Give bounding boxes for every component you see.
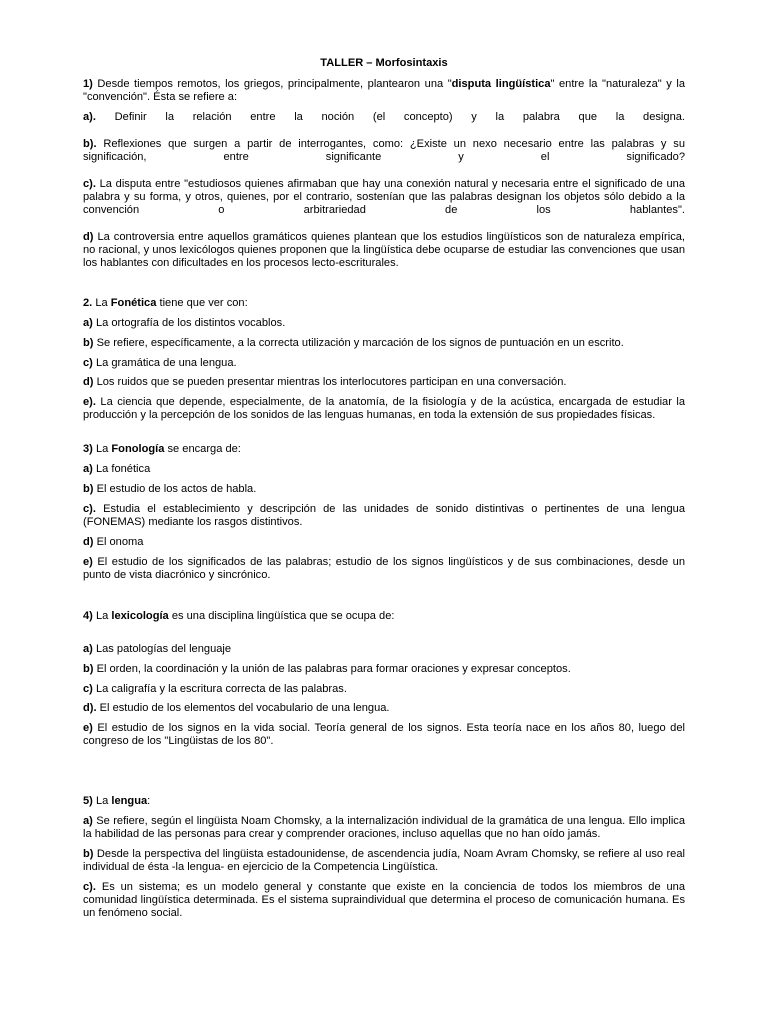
question-text: La xyxy=(92,443,112,455)
q2-option-b xyxy=(83,337,685,350)
question-keyword: lengua xyxy=(111,795,148,807)
q2-option-c xyxy=(83,357,685,370)
q4-option-d xyxy=(83,702,685,715)
question-number: 3) xyxy=(83,443,93,455)
option-text: La ciencia que depende, especialmente, de la anatomía, de la fisiología y de la acústica, encargada de estudiar la producción y la percepción de los sonidos de las lenguas humanas, en toda la extensión de sus propiedades físicas. xyxy=(83,396,685,422)
option-text: Definir la relación entre la noción (el concepto) y la palabra que la designa. xyxy=(95,111,685,123)
option-label: e) xyxy=(83,556,93,568)
question-text: tiene que ver con: xyxy=(156,297,248,309)
option-text: La disputa entre "estudiosos quienes afirmaban que hay una conexión natural y necesaria entre el significado de una palabra y su forma, y otros, quienes, por el contrario, sostenían que las palabras designan los objetos sólo debido a la convención o arbitrariedad de los hablantes". xyxy=(83,178,685,217)
option-text: Desde la perspectiva del lingüista estadounidense, de ascendencia judía, Noam Avram Chomsky, se refiere al uso real individual de ésta -la lengua- en ejercicio de la Competencia Lingüística. xyxy=(83,848,685,874)
option-text: El onoma xyxy=(93,536,144,548)
question-text: La xyxy=(92,610,112,622)
question-text: se encarga de: xyxy=(164,443,241,455)
q5-option-a xyxy=(83,815,685,841)
question-text: La xyxy=(92,297,111,309)
question-text: : xyxy=(147,795,151,807)
option-text: La gramática de una lengua. xyxy=(92,357,237,369)
q3-option-e xyxy=(83,556,685,582)
question-keyword: lexicología xyxy=(111,610,169,622)
option-label: a) xyxy=(83,815,93,827)
option-label: b) xyxy=(83,848,94,860)
q5-option-c xyxy=(83,881,685,921)
option-label: b) xyxy=(83,663,94,675)
option-label: d) xyxy=(83,376,94,388)
option-label: e). xyxy=(83,396,96,408)
option-label: c). xyxy=(83,881,96,893)
option-text: La controversia entre aquellos gramáticos quienes plantean que los estudios lingüísticos son de naturaleza empírica, no racional, y unos lexicólogos quienes proponen que la lingüística debe ocuparse de estudiar las convenciones que usan los hablantes con dificultades en los procesos lecto-escriturales. xyxy=(83,231,685,270)
option-text: La fonética xyxy=(92,463,151,475)
question-5 xyxy=(83,795,685,808)
option-text: El estudio de los signos en la vida social. Teoría general de los signos. Esta teoría nace en los años 80, luego del congreso de los "Lingüistas de los 80". xyxy=(83,722,685,748)
option-text: Los ruidos que se pueden presentar mientras los interlocutores participan en una conversación. xyxy=(93,376,567,388)
option-label: a) xyxy=(83,317,93,329)
option-label: d) xyxy=(83,231,94,243)
question-number: 2. xyxy=(83,297,93,309)
question-keyword: Fonología xyxy=(111,443,165,455)
q3-option-b xyxy=(83,483,685,496)
document-title: TALLER – Morfosintaxis xyxy=(320,57,448,69)
q1-option-d xyxy=(83,231,685,271)
question-2 xyxy=(83,297,685,310)
question-number: 4) xyxy=(83,610,93,622)
q5-option-b xyxy=(83,848,685,874)
q2-option-d xyxy=(83,376,685,389)
question-text: La xyxy=(92,795,112,807)
question-4 xyxy=(83,610,685,623)
q1-option-b xyxy=(83,138,685,164)
q2-option-e xyxy=(83,396,685,422)
q4-option-c xyxy=(83,683,685,696)
option-label: a). xyxy=(83,111,96,123)
question-text: es una disciplina lingüística que se ocupa de: xyxy=(168,610,395,622)
option-label: d) xyxy=(83,536,94,548)
question-keyword: Fonética xyxy=(110,297,157,309)
option-label: c) xyxy=(83,683,93,695)
question-keyword: disputa lingüística xyxy=(451,78,551,90)
option-label: c). xyxy=(83,503,96,515)
option-text: Se refiere, según el lingüista Noam Chomsky, a la internalización individual de la gramática de una lengua. Ello implica la habilidad de las personas para crear y comprender oraciones, incluso aquellas que no han oído jamás. xyxy=(83,815,685,841)
question-text: Desde tiempos remotos, los griegos, principalmente, plantearon una " xyxy=(92,78,452,90)
q4-option-a xyxy=(83,643,685,656)
option-text: El estudio de los elementos del vocabulario de una lengua. xyxy=(96,702,390,714)
option-label: a) xyxy=(83,463,93,475)
q4-option-b xyxy=(83,663,685,676)
option-label: e) xyxy=(83,722,93,734)
q3-option-a xyxy=(83,463,685,476)
option-label: b) xyxy=(83,483,94,495)
option-text: Reflexiones que surgen a partir de interrogantes, como: ¿Existe un nexo necesario entre las palabras y su significación, entre significante y el significado? xyxy=(83,138,685,164)
option-text: Es un sistema; es un modelo general y constante que existe en la conciencia de todos los miembros de una comunidad lingüística determinada. Es el sistema supraindividual que determina el proceso de comunicación humana. Es un fenómeno social. xyxy=(83,881,685,920)
option-text: Las patologías del lenguaje xyxy=(92,643,232,655)
q3-option-c xyxy=(83,503,685,529)
option-text: El estudio de los significados de las palabras; estudio de los signos lingüísticos y de sus combinaciones, desde un punto de vista diacrónico y sincrónico. xyxy=(83,556,685,582)
q3-option-d xyxy=(83,536,685,549)
option-label: b). xyxy=(83,138,97,150)
option-text: La caligrafía y la escritura correcta de las palabras. xyxy=(92,683,347,695)
question-3 xyxy=(83,443,685,456)
option-text: El estudio de los actos de habla. xyxy=(93,483,257,495)
question-number: 1) xyxy=(83,78,93,90)
option-label: c) xyxy=(83,357,93,369)
question-number: 5) xyxy=(83,795,93,807)
option-label: a) xyxy=(83,643,93,655)
q1-option-a xyxy=(83,111,685,124)
option-text: Estudia el establecimiento y descripción de las unidades de sonido distintivas o pertinentes de una lengua (FONEMAS) mediante los rasgos distintivos. xyxy=(83,503,685,529)
question-text: " entre la "naturaleza" y la "convención". Ésta se refiere a: xyxy=(83,78,685,104)
q2-option-a xyxy=(83,317,685,330)
option-text: Se refiere, específicamente, a la correcta utilización y marcación de los signos de puntuación en un escrito. xyxy=(93,337,624,349)
option-label: d). xyxy=(83,702,97,714)
q1-option-c xyxy=(83,178,685,218)
question-1 xyxy=(83,78,685,104)
q4-option-e xyxy=(83,722,685,748)
option-text: La ortografía de los distintos vocablos. xyxy=(92,317,286,329)
option-label: b) xyxy=(83,337,94,349)
option-text: El orden, la coordinación y la unión de las palabras para formar oraciones y expresar conceptos. xyxy=(93,663,571,675)
option-label: c). xyxy=(83,178,96,190)
